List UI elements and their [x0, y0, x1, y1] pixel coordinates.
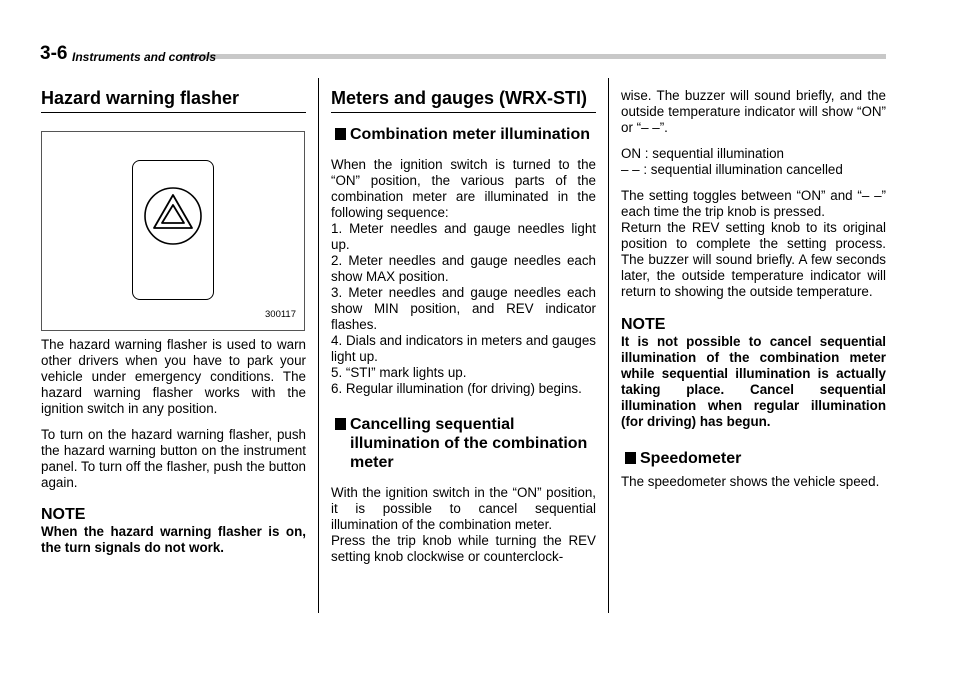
column-divider-1: [318, 78, 319, 613]
speedometer-text: The speedometer shows the vehicle speed.: [621, 474, 880, 489]
square-bullet-icon: [625, 452, 636, 464]
sequence-step-3: 3. Meter needles and gauge needles each show MIN position, and REV indicator flashes.: [331, 285, 596, 332]
column-2: [331, 88, 596, 565]
note-heading: NOTE: [621, 316, 666, 333]
square-bullet-icon: [335, 418, 346, 430]
square-bullet-icon: [335, 128, 346, 140]
on-definition: ON : sequential illumination: [621, 146, 785, 161]
sequence-step-5: 5. “STI” mark lights up.: [331, 365, 467, 380]
speedometer-heading-text: Speedometer: [640, 450, 742, 467]
note-heading: NOTE: [41, 506, 86, 523]
note-text: When the hazard warning flasher is on, the turn signals do not work.: [41, 524, 306, 555]
note-text: It is not possible to cancel sequential illumination of the combination meter while sequential illumination is actually taking place. Cancel sequential illumination when regular illumination (for driving) has begun.: [621, 334, 886, 429]
combination-meter-heading: [331, 125, 596, 144]
section-title: Instruments and controls: [72, 50, 217, 64]
sequence-intro: When the ignition switch is turned to the “ON” position, the various parts of the combination meter are illuminated in the following sequence:: [331, 157, 596, 220]
column-1: [41, 88, 306, 556]
combination-meter-heading-text: Combination meter illumination: [350, 126, 591, 143]
speedometer-heading: [621, 449, 886, 468]
sequence-step-2: 2. Meter needles and gauge needles each show MAX position.: [331, 253, 596, 284]
sequence-step-1: 1. Meter needles and gauge needles light up.: [331, 221, 596, 252]
hazard-paragraph-2: To turn on the hazard warning flasher, push the hazard warning button on the instrument panel. To turn off the flasher, push the button again.: [41, 427, 306, 490]
hazard-figure: [41, 131, 305, 331]
cancel-paragraph-1: With the ignition switch in the “ON” position, it is possible to cancel sequential illumination of the combination meter.: [331, 485, 596, 532]
header-bar: [180, 54, 886, 59]
return-paragraph: Return the REV setting knob to its original position to complete the setting process. The buzzer will sound briefly. A few seconds later, the outside temperature indicator will return to showing the outside temperature.: [621, 220, 886, 299]
cancel-illumination-heading-text: Cancelling sequential illumination of the combination meter: [350, 416, 588, 471]
hazard-button-illustration: [132, 160, 214, 300]
page-number: 3-6: [40, 43, 68, 64]
figure-number: 300117: [265, 309, 296, 320]
hazard-paragraph-1: The hazard warning flasher is used to warn other drivers when you have to park your vehicle under emergency conditions. The hazard warning flasher works with the ignition switch in any position.: [41, 337, 306, 416]
column-divider-2: [608, 78, 609, 613]
page-header: [40, 44, 886, 64]
hazard-title: Hazard warning flasher: [41, 88, 306, 113]
cancel-continued: wise. The buzzer will sound briefly, and the outside temperature indicator will show “ON” or “– –”.: [621, 88, 886, 135]
sequence-step-6: 6. Regular illumination (for driving) begins.: [331, 381, 582, 396]
column-3: [621, 88, 886, 490]
off-definition: – – : sequential illumination cancelled: [621, 162, 843, 177]
meters-title: Meters and gauges (WRX-STI): [331, 88, 596, 113]
cancel-paragraph-2: Press the trip knob while turning the REV setting knob clockwise or counterclock-: [331, 533, 596, 564]
hazard-triangle-icon: [133, 176, 213, 256]
cancel-illumination-heading: [331, 415, 596, 472]
sequence-step-4: 4. Dials and indicators in meters and gauges light up.: [331, 333, 596, 364]
toggle-paragraph: The setting toggles between “ON” and “– –” each time the trip knob is pressed.: [621, 188, 886, 219]
